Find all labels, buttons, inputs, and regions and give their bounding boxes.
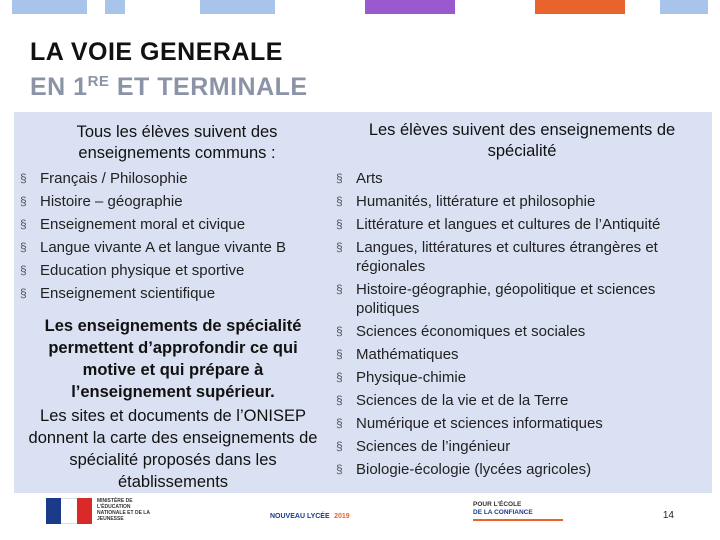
year-text: 2019 (334, 513, 350, 519)
common-subjects-panel (14, 112, 332, 308)
list-item-label: Humanités, littérature et philosophie (356, 193, 596, 210)
list-item-label: Enseignement moral et civique (40, 216, 246, 233)
top-bar-purple (365, 0, 455, 14)
ecole-underline (473, 519, 563, 521)
nouveau-lycee-logo (270, 505, 365, 519)
onisep-info-text: Les sites et documents de l’ONISEP donnent la carte des enseignements de spécialité proposés dans les établissements (28, 407, 318, 491)
list-item-label: Physique-chimie (356, 369, 467, 386)
specialty-subjects-heading: Les élèves suivent des enseignements de spécialité (368, 121, 676, 160)
ecole-line2: DE LA CONFIANCE (473, 509, 533, 516)
bullet-icon: § (336, 194, 343, 208)
list-item (336, 192, 708, 211)
bullet-icon: § (20, 194, 27, 208)
bullet-icon: § (336, 370, 343, 384)
title-suffix: ET TERMINALE (109, 73, 308, 101)
list-item (336, 368, 708, 387)
top-bar-blue-right (660, 0, 708, 14)
page-title-line1: LA VOIE GENERALE (30, 38, 283, 66)
bullet-icon: § (336, 282, 343, 296)
list-item-label: Sciences de l’ingénieur (356, 438, 511, 455)
list-item-label: Littérature et langues et cultures de l’Antiquité (356, 216, 661, 233)
list-item (336, 460, 708, 479)
list-item (20, 192, 326, 211)
list-item (336, 322, 708, 341)
bullet-icon: § (336, 217, 343, 231)
ministry-name: MINISTÈRE DE L’ÉDUCATION NATIONALE ET DE LA JEUNESSE (97, 498, 150, 522)
list-item (20, 284, 326, 303)
bullet-icon: § (336, 240, 343, 254)
list-item (20, 238, 326, 257)
bullet-icon: § (336, 347, 343, 361)
list-item (336, 345, 708, 364)
list-item (20, 261, 326, 280)
bullet-icon: § (336, 462, 343, 476)
list-item-label: Enseignement scientifique (40, 285, 216, 302)
ministry-logo (40, 494, 155, 528)
specialty-subjects-list (336, 169, 708, 483)
marianne-flag-icon (46, 498, 92, 524)
bullet-icon: § (20, 217, 27, 231)
title-prefix: EN 1 (30, 73, 88, 101)
list-item-label: Biologie-écologie (lycées agricoles) (356, 461, 592, 478)
specialty-purpose-text: Les enseignements de spécialité permettent d’approfondir ce qui motive et qui prépare à l’enseignement supérieur. (44, 317, 302, 401)
list-item-label: Histoire – géographie (40, 193, 183, 210)
list-item-label: Mathématiques (356, 346, 459, 363)
top-bar-blue-2 (105, 0, 125, 14)
list-item (336, 238, 708, 276)
list-item-label: Arts (356, 170, 383, 187)
list-item (336, 280, 708, 318)
list-item-label: Histoire-géographie, géopolitique et sciences politiques (356, 281, 656, 317)
list-item-label: Numérique et sciences informatiques (356, 415, 603, 432)
specialty-info-panel (14, 308, 332, 493)
list-item (336, 391, 708, 410)
specialty-subjects-panel (332, 112, 712, 493)
bullet-icon: § (336, 439, 343, 453)
page-number: 14 (662, 510, 674, 521)
bullet-icon: § (20, 286, 27, 300)
bullet-icon: § (336, 416, 343, 430)
common-subjects-list (20, 169, 326, 307)
list-item (336, 215, 708, 234)
list-item-label: Langue vivante A et langue vivante B (40, 239, 287, 256)
list-item (336, 169, 708, 188)
list-item-label: Français / Philosophie (40, 170, 188, 187)
list-item-label: Education physique et sportive (40, 262, 245, 279)
list-item-label: Sciences de la vie et de la Terre (356, 392, 569, 409)
list-item-label: Langues, littératures et cultures étrangères et régionales (356, 239, 658, 275)
list-item (336, 414, 708, 433)
list-item (336, 437, 708, 456)
top-bar-blue-3 (200, 0, 275, 14)
list-item (20, 215, 326, 234)
bullet-icon: § (20, 263, 27, 277)
bullet-icon: § (336, 393, 343, 407)
common-subjects-heading: Tous les élèves suivent des enseignements communs : (76, 123, 278, 162)
bullet-icon: § (20, 240, 27, 254)
nouveau-lycee-text: NOUVEAU LYCÉE (270, 513, 330, 519)
list-item-label: Sciences économiques et sociales (356, 323, 586, 340)
list-item (20, 169, 326, 188)
bullet-icon: § (336, 171, 343, 185)
bullet-icon: § (336, 324, 343, 338)
top-bar-blue-left (12, 0, 87, 14)
ecole-confiance-logo (473, 501, 573, 525)
page-title-line2 (30, 73, 308, 102)
ecole-line1: POUR L’ÉCOLE (473, 501, 522, 508)
top-bar-orange (535, 0, 625, 14)
title-superscript: RE (87, 73, 110, 90)
bullet-icon: § (20, 171, 27, 185)
